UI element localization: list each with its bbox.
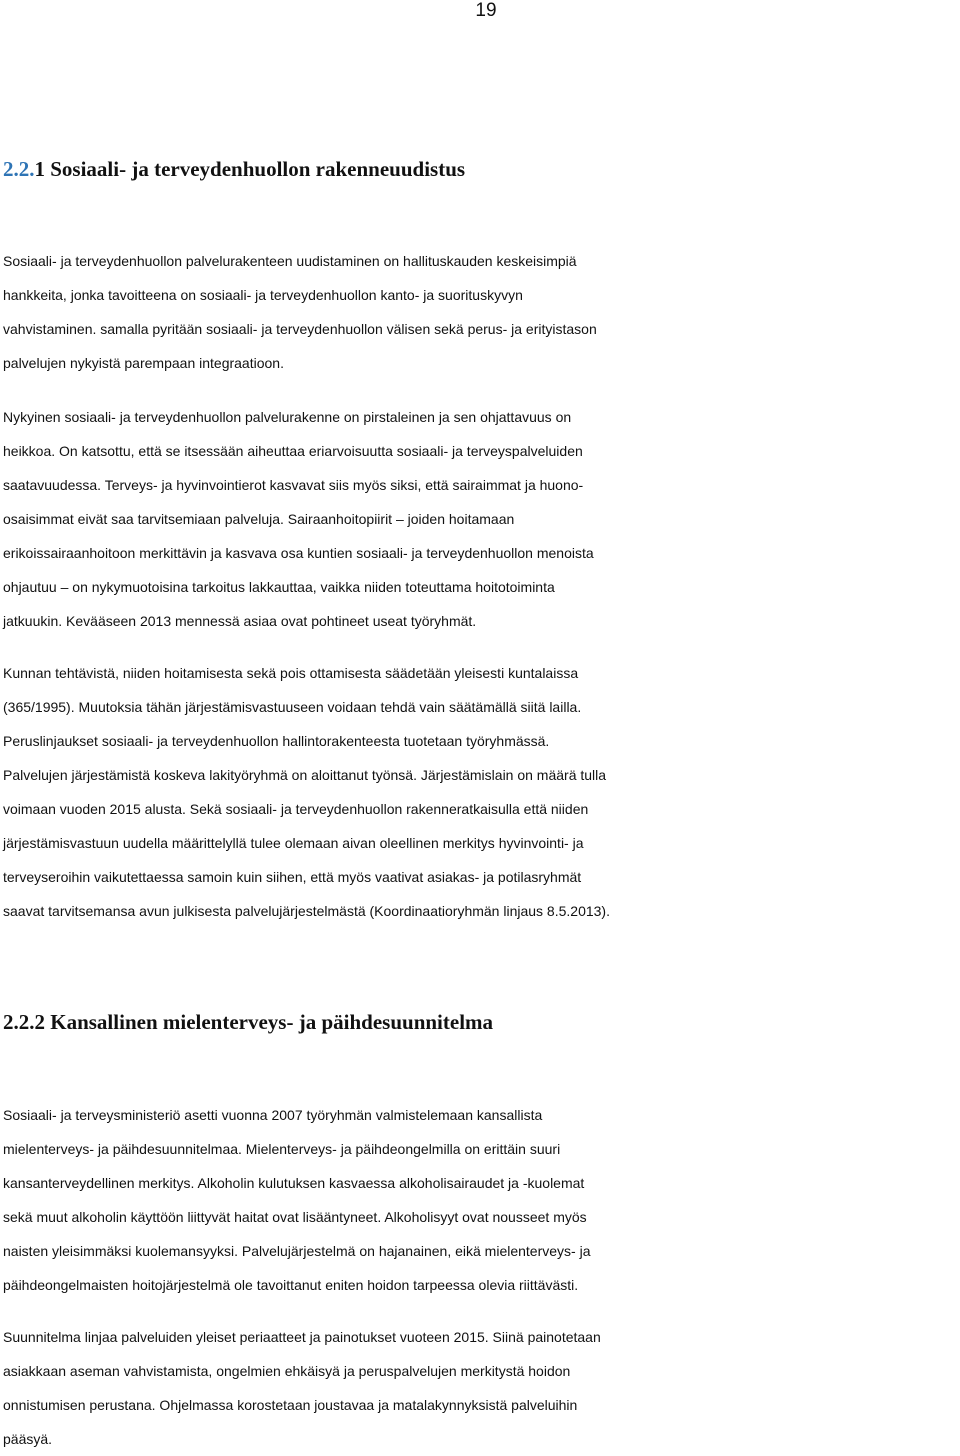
section-number-prefix: 2.2.	[3, 157, 35, 181]
text-line: Palvelujen järjestämistä koskeva lakityöryhmä on aloittanut työnsä. Järjestämislain on määrä tulla	[3, 767, 607, 783]
text-line: Kunnan tehtävistä, niiden hoitamisesta sekä pois ottamisesta säädetään yleisesti kuntalaissa	[3, 665, 579, 681]
text-line: heikkoa. On katsottu, että se itsessään aiheuttaa eriarvoisuutta sosiaali- ja terveyspalveluiden	[3, 443, 583, 459]
text-line: Sosiaali- ja terveydenhuollon palvelurakenteen uudistaminen on hallituskauden keskeisimpiä	[3, 253, 577, 269]
section-heading-2-2-2	[3, 1009, 493, 1035]
text-line: voimaan vuoden 2015 alusta. Sekä sosiaali- ja terveydenhuollon rakenneratkaisulla että niiden	[3, 801, 589, 817]
paragraph-4	[3, 1098, 958, 1302]
text-line: hankkeita, jonka tavoitteena on sosiaali- ja terveydenhuollon kanto- ja suorituskyvyn	[3, 287, 523, 303]
text-line: ohjautuu – on nykymuotoisina tarkoitus lakkauttaa, vaikka niiden toteuttama hoitotoiminta	[3, 579, 555, 595]
text-line: päihdeongelmaisten hoitojärjestelmä ole tavoittanut eniten hoidon tarpeessa olevia riittävästi.	[3, 1277, 579, 1293]
section-number-suffix: 1	[34, 157, 45, 181]
text-line: pääsyä.	[3, 1431, 53, 1447]
text-line: palvelujen nykyistä parempaan integraatioon.	[3, 355, 284, 371]
text-line: Nykyinen sosiaali- ja terveydenhuollon palvelurakenne on pirstaleinen ja sen ohjattavuus on	[3, 409, 572, 425]
text-line: sekä muut alkoholin käyttöön liittyvät haitat ovat lisääntyneet. Alkoholisyyt ovat nousseet myös	[3, 1209, 587, 1225]
text-line: terveyseroihin vaikutettaessa samoin kuin siihen, että myös vaativat asiakas- ja potilasryhmät	[3, 869, 582, 885]
text-line: saavat tarvitsemansa avun julkisesta palvelujärjestelmästä (Koordinaatioryhmän linjaus 8.5.2013).	[3, 903, 610, 919]
paragraph-1	[3, 244, 958, 380]
paragraph-2	[3, 400, 958, 638]
text-line: jatkuukin. Kevääseen 2013 mennessä asiaa ovat pohtineet useat työryhmät.	[3, 613, 477, 629]
paragraph-3	[3, 656, 958, 928]
section-title: Sosiaali- ja terveydenhuollon rakenneuudistus	[50, 157, 466, 181]
text-line: naisten yleisimmäksi kuolemansyyksi. Palvelujärjestelmä on hajanainen, eikä mielenterveys- ja	[3, 1243, 591, 1259]
page-number: 19	[475, 0, 497, 21]
text-line: erikoissairaanhoitoon merkittävin ja kasvava osa kuntien sosiaali- ja terveydenhuollon menoista	[3, 545, 594, 561]
section-number: 2.2.2	[3, 1010, 45, 1034]
text-line: järjestämisvastuun uudella määrittelyllä tulee olemaan aivan oleellinen merkitys hyvinvointi- ja	[3, 835, 584, 851]
paragraph-5	[3, 1320, 958, 1456]
text-line: asiakkaan aseman vahvistamista, ongelmien ehkäisyä ja peruspalvelujen merkitystä hoidon	[3, 1363, 571, 1379]
text-line: saatavuudessa. Terveys- ja hyvinvointierot kasvavat siis myös siksi, että sairaimmat ja huono-	[3, 477, 584, 493]
text-line: Suunnitelma linjaa palveluiden yleiset periaatteet ja painotukset vuoteen 2015. Siinä painotetaan	[3, 1329, 601, 1345]
text-line: onnistumisen perustana. Ohjelmassa korostetaan joustavaa ja matalakynnyksistä palveluihin	[3, 1397, 578, 1413]
text-line: kansanterveydellinen merkitys. Alkoholin kulutuksen kasvaessa alkoholisairaudet ja -kuolemat	[3, 1175, 585, 1191]
section-heading-2-2-1	[3, 156, 465, 182]
text-line: osaisimmat eivät saa tarvitsemiaan palveluja. Sairaanhoitopiirit – joiden hoitamaan	[3, 511, 515, 527]
text-line: (365/1995). Muutoksia tähän järjestämisvastuuseen voidaan tehdä vain säätämällä siitä lailla.	[3, 699, 582, 715]
section-title: Kansallinen mielenterveys- ja päihdesuunnitelma	[50, 1010, 494, 1034]
text-line: Sosiaali- ja terveysministeriö asetti vuonna 2007 työryhmän valmistelemaan kansallista	[3, 1107, 543, 1123]
text-line: mielenterveys- ja päihdesuunnitelmaa. Mielenterveys- ja päihdeongelmilla on erittäin suuri	[3, 1141, 561, 1157]
text-line: Peruslinjaukset sosiaali- ja terveydenhuollon hallintorakenteesta tuotetaan työryhmässä.	[3, 733, 550, 749]
text-line: vahvistaminen. samalla pyritään sosiaali- ja terveydenhuollon välisen sekä perus- ja erityistason	[3, 321, 597, 337]
